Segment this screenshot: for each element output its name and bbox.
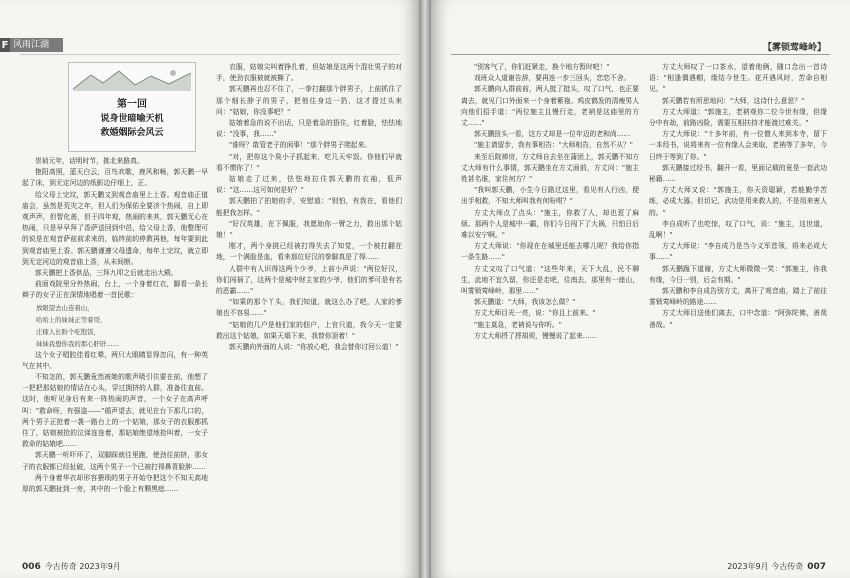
- body-paragraph: 刚才，两个身挑已经被打得失去了知觉，一个被打翻在地，一个满脸是血，看来那位好汉的拳脚真是了得……: [216, 242, 402, 262]
- chapter-title-box: [68, 62, 196, 152]
- body-paragraph: 姑娘着急的说不出话，只是着急的捂住，红着脸，怯怯地说："没事，我……": [216, 119, 402, 139]
- body-paragraph: 郭天鹏再也忍不住了，一拳打翻那个胖男子，上前抓住了那个细长脖子的男子，把他往身边一扔，这才提过头来问："姑娘，你没事吧？": [216, 85, 402, 116]
- body-paragraph: 前面戏院里分外热闹，台上，一个身着红衣，脚看一条长辫子的女子正在深情地唱着一首民歌：: [22, 280, 208, 300]
- body-paragraph: 郭天鹏把上香供品，三拜九叩之后就走出大殿。: [35, 269, 178, 278]
- body-paragraph: 方丈大师又说："郭施主，你天资聪颖，若能勤学苦练，必成大器。但切记，武功是用来救人的，不是用来害人的。": [649, 186, 827, 217]
- right-column-2: [649, 62, 827, 554]
- page-number-right: 007: [807, 561, 826, 572]
- running-header: 【雾锁莺峰岭】: [762, 43, 826, 53]
- right-folio: [727, 561, 826, 572]
- body-paragraph: 郭天鹏若有所思地问："大师，这诗什么意思？": [662, 96, 805, 105]
- body-paragraph: 郭天鹏一听吓坏了，双脚踩就往里跑，使劲往前挤，那女子的衣服都已经扯破，这两个男子一个已被打得鼻青脸肿……: [22, 451, 208, 471]
- body-paragraph: "我叫郭天鹏，小生今日路过这里，看见有人行凶，便出手相救，不知大师叫我有何吩咐？": [461, 186, 639, 206]
- landscape-illustration: [73, 67, 191, 91]
- body-paragraph: 方丈大师目送他们离去，口中念道："阿弥陀佛，善哉善哉。": [649, 309, 827, 329]
- page-number-left: 006: [22, 561, 41, 572]
- chapter-title-line1: 说身世暗喻天机: [100, 114, 164, 124]
- body-paragraph: "如果的那个丫头，我们知道，就这么办了吧，人家的爹娘也不容易……": [216, 298, 402, 318]
- left-column-1: [22, 156, 208, 554]
- body-paragraph: "好汉英雄，在下佩服，我愿助你一臂之力，救出那个姑娘！": [216, 219, 402, 240]
- body-paragraph: 郭天鹏和李自成告别方丈，离开了观音庙，踏上了前往雾锁莺峰岭的路途……: [649, 287, 827, 307]
- body-paragraph: 艳阳高照，蓝天白云，百鸟欢歌，鹿风和畅，郭天鹏一早起了床，到无定河边的纸影边仔细上，正。: [22, 168, 208, 188]
- left-column-2: [216, 62, 402, 554]
- body-paragraph: "施主莫急，老衲说与你听。": [474, 320, 562, 329]
- body-paragraph: "谁呀？敢管老子的闲事！"那个胖男子爬起来。: [229, 141, 372, 150]
- body-paragraph: 方丈大师点了点头："施主，你救了人，却也惹了麻烦。那两个人是城中一霸，你们今日闯下了大祸，只怕日后难以安宁啊。": [461, 208, 639, 240]
- book-gutter: [419, 0, 431, 578]
- lyric-line: 妹妹我想你我的那心肝肝……: [36, 339, 120, 348]
- chapter-number: 第一回: [117, 99, 147, 110]
- body-paragraph: 郭天鹏跪下道谢，方丈大师微微一笑："郭施主，你我有缘，今日一别，后会有期。": [649, 264, 827, 284]
- section-label: 风雨江湖: [10, 38, 63, 52]
- body-paragraph: 衣服，姑娘尖叫着挣扎着，但姑娘是这两个混壮男子的对手，使劲衣服被就被撕了。: [216, 63, 402, 83]
- body-paragraph: 方丈大师捋了捋胡须，慢慢说了起来……: [474, 331, 597, 340]
- body-paragraph: 两个身着华衣却形容猥琐的男子开始夺把这个不知天高地厚的郭天鹏扯到一旁，其中的一个脸上有颗黑痣……: [22, 473, 208, 494]
- header-rule: [20, 54, 399, 55]
- body-paragraph: 李自成听了也吃惊，叹了口气，说："施主，这世道，乱啊！": [649, 219, 827, 240]
- body-paragraph: 方丈大师目光一亮，说："你且上前来。": [474, 309, 596, 318]
- body-paragraph: 来至后院禅房，方丈师自去坐在蒲团上，郭天鹏不知方丈大师有什么事情，郭天鹏坐在方丈面前，方丈问："施主姓甚名谁，家住何方？": [461, 152, 639, 184]
- song-lyrics: [22, 302, 208, 350]
- lyric-line: 庄稼人长盼个吃饱饭，: [36, 327, 100, 336]
- chapter-title-line2: 救婚姻际会风云: [100, 128, 164, 138]
- body-paragraph: "姑娘的几户是他们家的佃户，上官只道，我今天一定要救出这个姑娘，如果天塌下来，我替你顶着！": [216, 320, 402, 340]
- body-paragraph: 这个女子唱腔佳看红晕，两只大眼睛显得忽闪，有一种英气在其中。: [22, 350, 208, 370]
- body-paragraph: 郭天鹏接过经书，翻开一看，里面记载的竟是一套武功秘籍……: [649, 163, 827, 184]
- lyric-line: 放眼望去山连着山，: [36, 303, 94, 312]
- body-paragraph: 戏班众人道谢告辞，要再连一步三回头，恋恋不舍。: [474, 74, 631, 83]
- left-page: [0, 0, 419, 578]
- left-folio: [22, 561, 121, 572]
- body-paragraph: 给父母上完坟，郭天鹏又到观音庙里上上香。观音庙正值庙会，虽然是荒灾之年，但人们为保佑全要济个热闹，自上即观声声，但智化善，但于四年观，热闹的来其，郭天鹏无心在热闹，只是早早拜了香萨送回到中邑，给父母上香，他整理可的说是在观音萨前前求来的，临终前的停教再他，每年要到此到观音庙里上香。郭天鹏谨遵父母遗命，每年上完坟，就立即到无定河边的观音庙上香，从未间断。: [22, 190, 208, 266]
- folio-text-right: 2023年9月 今古传奇: [727, 562, 804, 571]
- body-paragraph: 郭天鹏道："大师，我该怎么做？": [474, 298, 576, 307]
- body-paragraph: 方丈大师道："郭施主，老衲观你二位今世有缘，但缘分中有劫，前路凶险，需要互相扶持才能渡过难关。": [649, 107, 827, 128]
- body-paragraph: 方丈又叹了口气道："这些年来，天下大乱，民不聊生，此地不宜久留，你还是走吧，往南去，那里有一座山，叫雾锁莺峰岭，那里……": [461, 264, 639, 296]
- folio-text-left: 今古传奇 2023年9月: [44, 562, 121, 571]
- body-paragraph: "施主请留步，我有事相告："大师相告，自然不从？": [474, 141, 633, 150]
- body-paragraph: 郭天鹏向人群前前，两人挺了挺头，叹了口气，也正要离去，就见门口外面来一个身着紫袍、鸡皮鹤发的清瘦男人向他们招手道："两位施主且慢行走，老衲是这庙里的方丈……": [461, 85, 639, 128]
- body-paragraph: 郭天鹏拍了拍她的手，安慰道："别怕，有我在，看他们能把我怎样。": [216, 197, 402, 217]
- body-paragraph: 郭天鹏扭头一看，这方丈却是一位年迈的老和尚……: [474, 130, 631, 139]
- lyric-line: 哈哈上的妹妹正等着哥，: [36, 315, 107, 324]
- header-rule: [451, 54, 830, 55]
- right-page: [431, 0, 850, 578]
- section-tab: [0, 38, 63, 52]
- body-paragraph: 方丈大师说："十多年前，有一位僧人来到本寺，留下一本经书，说将来有一位有缘人会来取，老衲等了多年，今日终于等到了你。": [649, 130, 827, 161]
- body-paragraph: 人群中有人识得这两个少爷，上前小声说："两位好汉，你们闯祸了，这两个是城中财主家的少爷，他们的爹可是有名的恶霸……": [216, 264, 402, 296]
- body-paragraph: "对，把你这个臭小子抓起来，吃几天牢饭。你他们早就看不惯你了！": [216, 152, 402, 172]
- body-paragraph: "别客气了，你们赶紧走，换个地方暂时吧！": [474, 63, 610, 71]
- body-paragraph: 姑娘走了过来，怯怯地拉住郭天鹏的衣袖，低声说："这……这可如何是好？": [216, 175, 402, 195]
- section-mark: F: [1, 39, 9, 51]
- body-paragraph: 郭天鹏向外面的人说："你放心吧，我会替你讨回公道！": [229, 343, 399, 352]
- right-column-1: [461, 62, 639, 554]
- body-paragraph: 不知怎的，郭天鹏竟然被她的歌声吸引住要在前，他想了一把把那姑娘的情话在心头，穿过拥挤的人群，准备往直前。这时，他听见身后有来一阵热闹的声音，一个女子在高声呼叫："救命呀，有强盗——"循声望去，就见在台下那几口的，两个男子正抢着一袭一路台上的一个姑娘，那女子的衣服都抓住了，姑娘被抢的泣涕连连着，那姑娘绝望地抢叫着，一女子救命的姑娘吧……: [22, 373, 208, 449]
- body-paragraph: 崇祯元年，话明时节，挑北来路真。: [35, 157, 144, 165]
- body-paragraph: 方丈大师说："你现在在城里还能去哪儿呢？我给你指一条生路……": [461, 242, 639, 262]
- body-paragraph: 方丈大师叹了一口茶水，望着他俩，随口念出一首诗语："相逢偶遇帽，缘结今世生。花开遇风时，苦命自相见。": [649, 63, 827, 94]
- body-paragraph: 方丈大师说："李自成乃是当今义军首领，将来必成大事……": [649, 242, 827, 262]
